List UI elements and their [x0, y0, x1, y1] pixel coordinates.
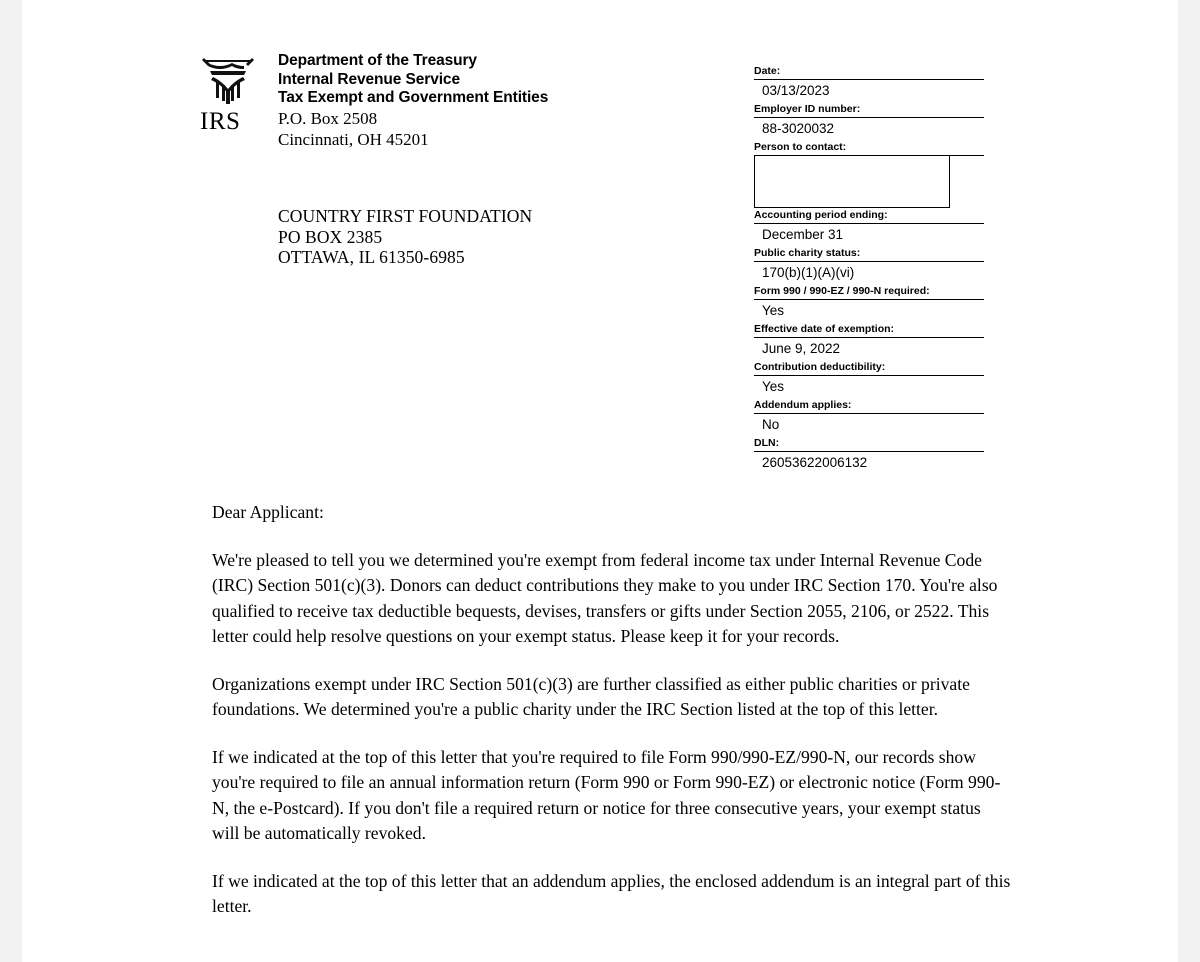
info-row-addendum-applies: [754, 398, 984, 436]
info-value-dln: 26053622006132: [762, 455, 868, 470]
info-label-public-charity-status: Public charity status:: [754, 246, 984, 262]
info-row-person-to-contact: [754, 140, 984, 208]
body-paragraph-3: If we indicated at the top of this letter that you're required to file Form 990/990-EZ/990-N, our records show you're required to file an annual information return (Form 990 or Form 990-EZ) or electronic notice (Form 990-N, the e-Postcard). If you don't file a required return or notice for three consecutive years, your exempt status will be automatically revoked.: [212, 746, 1001, 843]
info-row-accounting-period: [754, 208, 984, 246]
info-row-date: [754, 64, 984, 102]
body-paragraph-2: Organizations exempt under IRC Section 501(c)(3) are further classified as either public charities or private foundations. We determined you're a public charity under the IRC Section listed at the top of this letter.: [212, 673, 970, 719]
body-paragraph-4: If we indicated at the top of this letter that an addendum applies, the enclosed addendum is an integral part of this letter.: [212, 870, 1011, 916]
irs-logo: [200, 56, 262, 138]
letter-body: [212, 500, 1012, 942]
body-paragraph-1: We're pleased to tell you we determined you're exempt from federal income tax under Internal Revenue Code (IRC) Section 501(c)(3). Donors can deduct contributions they make to you under IRC Section 170. You're also qualified to receive tax deductible bequests, devises, transfers or gifts under Section 2055, 2106, or 2522. This letter could help resolve questions on your exempt status. Please keep it for your records.: [212, 549, 998, 646]
info-value-effective-date: June 9, 2022: [762, 341, 841, 356]
info-row-form-990-required: [754, 284, 984, 322]
info-value-date: 03/13/2023: [762, 83, 830, 98]
department-line-3: Tax Exempt and Government Entities: [278, 89, 549, 107]
recipient-line-2: PO BOX 2385: [278, 226, 383, 247]
info-label-dln: DLN:: [754, 436, 984, 452]
info-value-ein: 88-3020032: [762, 121, 835, 136]
info-row-public-charity-status: [754, 246, 984, 284]
info-row-contribution-deductibility: [754, 360, 984, 398]
info-label-effective-date: Effective date of exemption:: [754, 322, 984, 338]
person-to-contact-box: [754, 156, 950, 208]
info-value-public-charity-status: 170(b)(1)(A)(vi): [762, 265, 855, 280]
recipient-line-1: COUNTRY FIRST FOUNDATION: [278, 206, 533, 226]
department-block: [278, 52, 628, 150]
info-value-contribution-deductibility: Yes: [762, 379, 785, 394]
info-row-effective-date: [754, 322, 984, 360]
info-label-date: Date:: [754, 64, 984, 80]
salutation: Dear Applicant:: [212, 502, 324, 522]
info-value-addendum-applies: No: [762, 417, 780, 432]
info-label-form-990-required: Form 990 / 990-EZ / 990-N required:: [754, 284, 984, 300]
letter-page: [22, 0, 1178, 962]
recipient-line-3: OTTAWA, IL 61350-6985: [278, 247, 465, 267]
department-line-1: Department of the Treasury: [278, 52, 477, 69]
info-value-accounting-period: December 31: [762, 227, 844, 242]
irs-address-line-2: Cincinnati, OH 45201: [278, 129, 429, 149]
irs-eagle-icon: [200, 56, 256, 108]
info-block: [754, 64, 984, 474]
info-label-accounting-period: Accounting period ending:: [754, 208, 984, 224]
info-label-addendum-applies: Addendum applies:: [754, 398, 984, 414]
info-label-contribution-deductibility: Contribution deductibility:: [754, 360, 984, 376]
info-label-ein: Employer ID number:: [754, 102, 984, 118]
recipient-address: [278, 206, 532, 268]
info-label-person-to-contact: Person to contact:: [754, 140, 984, 156]
department-line-2: Internal Revenue Service: [278, 70, 460, 88]
irs-address-line-1: P.O. Box 2508: [278, 108, 378, 128]
info-row-ein: [754, 102, 984, 140]
info-row-dln: [754, 436, 984, 474]
info-value-form-990-required: Yes: [762, 303, 785, 318]
irs-wordmark: IRS: [200, 108, 241, 135]
